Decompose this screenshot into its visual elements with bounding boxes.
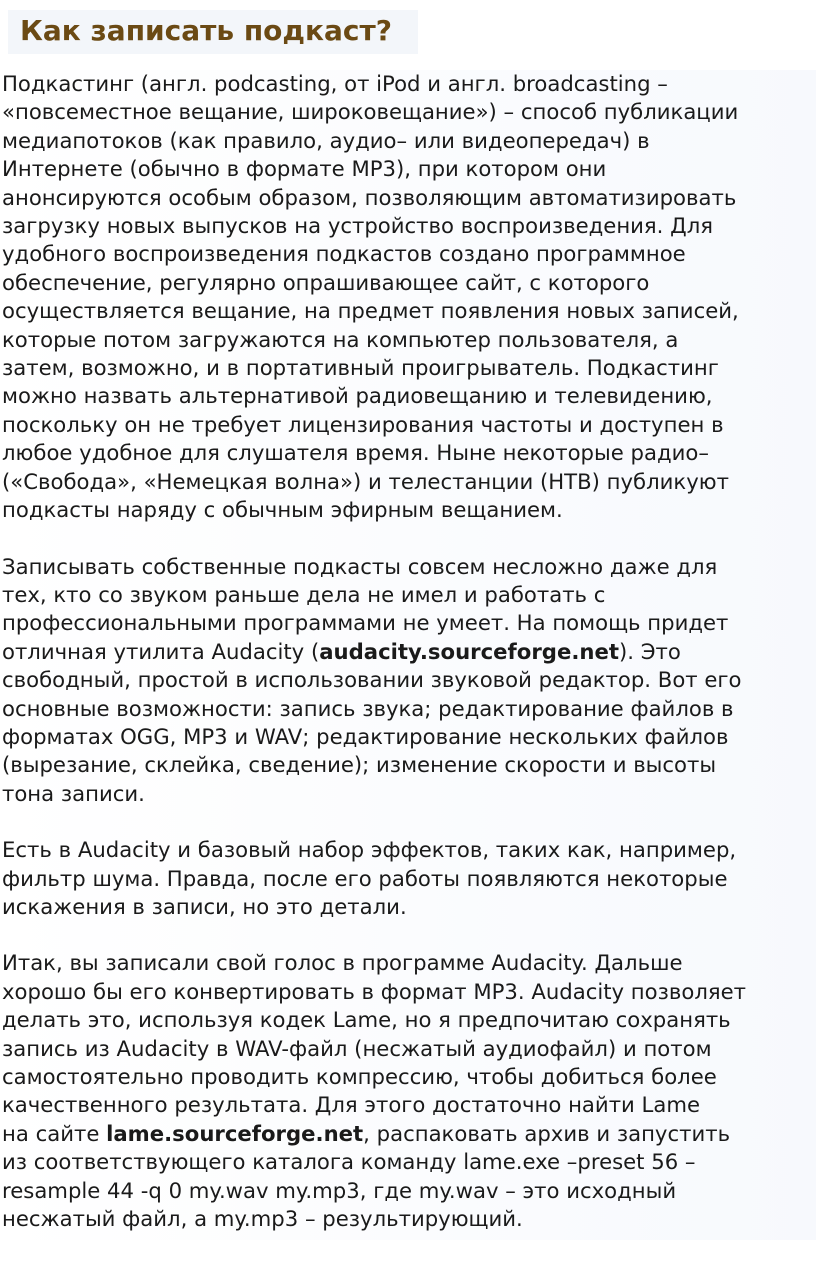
audacity-site-link[interactable]: audacity.sourceforge.net [319, 638, 619, 664]
text-line-audacity-link [2, 638, 816, 666]
text-line: из соответствующего каталога команду lame.exe –preset 56 – [2, 1149, 696, 1175]
text-line: самостоятельно проводить компрессию, чтобы добиться более [2, 1064, 717, 1089]
paragraph-gap [0, 808, 816, 836]
text-line: Есть в Audacity и базовый набор эффектов, таких как, например, [2, 837, 737, 863]
paragraph-audacity-effects [0, 836, 816, 921]
text-line: Подкастинг (англ. podcasting, от iPod и англ. broadcasting – [2, 71, 668, 96]
paragraph-gap [0, 921, 816, 949]
text-line: искажения в записи, но это детали. [2, 893, 407, 919]
text-line: «повсеместное вещание, широковещание») – способ публикации [2, 99, 739, 125]
text-line: подкасты наряду с обычным эфирным вещанием. [2, 497, 563, 523]
text-line-lame-link [2, 1120, 816, 1148]
text-line: (вырезание, склейка, сведение); изменение скорости и высоты [2, 752, 717, 778]
article-body [0, 70, 816, 1240]
page-title: Как записать подкаст? [20, 14, 392, 47]
text-line: форматах OGG, MP3 и WAV; редактирование нескольких файлов [2, 723, 729, 749]
paragraph-audacity-intro [0, 553, 816, 809]
text-line: любое удобное для слушателя время. Ныне некоторые радио– [2, 440, 709, 466]
lame-site-link[interactable]: lame.sourceforge.net [106, 1120, 364, 1146]
text-line: которые потом загружаются на компьютер пользователя, а [2, 326, 679, 352]
text-line: («Свобода», «Немецкая волна») и телестанции (НТВ) публикуют [2, 468, 729, 494]
text-fragment: отличная утилита Audacity ( [2, 638, 320, 664]
text-line: тона записи. [2, 780, 145, 806]
text-line: можно назвать альтернативой радиовещанию и телевидению, [2, 383, 713, 409]
text-line: фильтр шума. Правда, после его работы появляются некоторые [2, 865, 728, 891]
text-line: Записывать собственные подкасты совсем несложно даже для [2, 553, 718, 579]
text-line: загрузку новых выпусков на устройство воспроизведения. Для [2, 213, 713, 239]
text-line: несжатый файл, а my.mp3 – результирующий. [2, 1206, 523, 1232]
text-fragment: ). Это [618, 638, 681, 664]
text-line: анонсируются особым образом, позволяющим автоматизировать [2, 184, 737, 210]
text-line: хорошо бы его конвертировать в формат MP3. Audacity позволяет [2, 978, 747, 1004]
text-line: основные возможности: запись звука; редактирование файлов в [2, 695, 734, 721]
paragraph-mp3-conversion [0, 949, 816, 1233]
text-line: поскольку он не требует лицензирования частоты и доступен в [2, 411, 724, 437]
text-line: удобного воспроизведения подкастов создано программное [2, 241, 686, 267]
text-line: тех, кто со звуком раньше дела не имел и работать с [2, 581, 606, 607]
text-line: делать это, используя кодек Lame, но я предпочитаю сохранять [2, 1007, 731, 1033]
text-line: профессиональными программами не умеет. На помощь придет [2, 610, 729, 636]
text-line: Итак, вы записали свой голос в программе Audacity. Дальше [2, 950, 683, 976]
text-line: запись из Audacity в WAV-файл (несжатый аудиофайл) и потом [2, 1035, 712, 1061]
paragraph-podcasting-definition [0, 70, 816, 525]
text-line: качественного результата. Для этого достаточно найти Lame [2, 1092, 700, 1118]
text-line: затем, возможно, и в портативный проигрыватель. Подкастинг [2, 355, 719, 381]
text-fragment: на сайте [2, 1120, 107, 1146]
text-line: обеспечение, регулярно опрашивающее сайт, с которого [2, 269, 650, 295]
text-line: медиапотоков (как правило, аудио– или видеопередач) в [2, 127, 650, 153]
text-fragment: , распаковать архив и запустить [363, 1120, 731, 1146]
text-line: осуществляется вещание, на предмет появления новых записей, [2, 298, 739, 324]
text-line: Интернете (обычно в формате MP3), при котором они [2, 156, 607, 182]
text-line: свободный, простой в использовании звуковой редактор. Вот его [2, 667, 742, 693]
text-line: resample 44 -q 0 my.wav my.mp3, где my.wav – это исходный [2, 1177, 677, 1203]
paragraph-gap [0, 525, 816, 553]
